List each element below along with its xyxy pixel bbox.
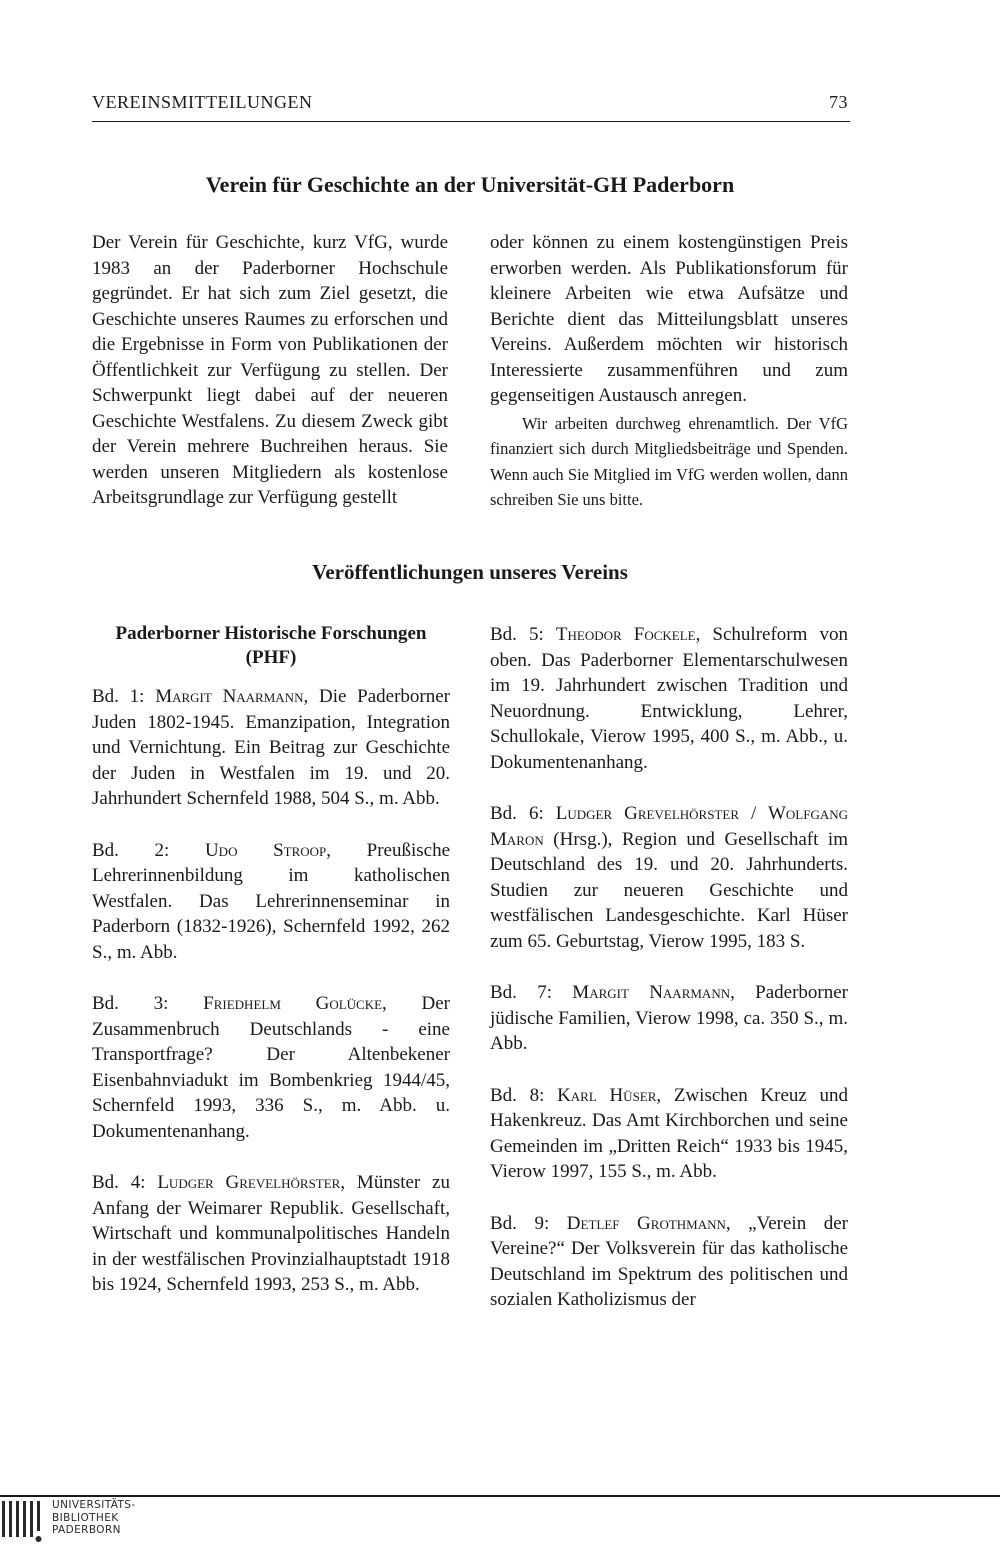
series-title: Paderborner Historische Forschungen (PHF) (115, 623, 427, 668)
library-logo-icon (0, 1499, 50, 1545)
entry-author: Margit Naarmann (155, 686, 304, 707)
publications-left-column (92, 622, 450, 1324)
entry-author: Ludger Grevelhörster (157, 1172, 341, 1193)
intro-right-column (490, 230, 848, 513)
entry-author: Karl Hüser (557, 1084, 657, 1106)
entry-author: Friedhelm Golücke (203, 993, 383, 1014)
intro-paragraph-right: oder können zu einem kostengünstigen Preis erworben werden. Als Publikationsforum für kleinere Arbeiten wie etwa Aufsätze und Berichte dient das Mitteilungsblatt unseres Vereins. Außerdem möchten wir historisch Interessierte zusammenführen und zum gegenseitigen Austausch anregen. (490, 232, 848, 406)
intro-paragraph-small: Wir arbeiten durchweg ehrenamtlich. Der VfG finanziert sich durch Mitgliedsbeiträge und Spenden. Wenn auch Sie Mitglied im VfG werden wollen, dann schreiben Sie uns bitte. (490, 413, 848, 509)
publication-entry: Bd. 9: Detlef Grothmann, „Verein der Vereine?“ Der Volksverein für das katholische Deutschland im Spektrum des politischen und sozialen Katholizismus der (490, 1212, 849, 1310)
library-logo-text: UNIVERSITÄTS- BIBLIOTHEK PADERBORN (52, 1499, 136, 1536)
entry-author: Udo Stroop (204, 839, 327, 861)
publication-entry: Bd. 8: Karl Hüser, Zwischen Kreuz und Hakenkreuz. Das Amt Kirchborchen und seine Gemeinden im „Dritten Reich“ 1933 bis 1945, Vierow 1997, 155 S., m. Abb. (490, 1084, 848, 1182)
running-title: VEREINSMITTEILUNGEN (92, 92, 313, 112)
publications-right-column (490, 622, 848, 1339)
publication-entry: Bd. 6: Ludger Grevelhörster / Wolfgang Maron (Hrsg.), Region und Gesellschaft im Deutschland des 19. und 20. Jahrhunderts. Studien zur neueren Geschichte und westfälischen Landesgeschichte. Karl Hüser zum 65. Geburtstag, Vierow 1995, 183 S. (490, 803, 849, 952)
library-logo (0, 1497, 200, 1546)
header-rule (92, 121, 850, 122)
entry-author: Theodor Fockele (555, 624, 696, 645)
publication-entry: Bd. 7: Margit Naarmann, Paderborner jüdische Familien, Vierow 1998, ca. 350 S., m. Abb. (490, 982, 848, 1054)
publication-entry: Bd. 5: Theodor Fockele, Schulreform von oben. Das Paderborner Elementarschulwesen im 19. Jahrhundert zwischen Tradition und Neuordnung. Entwicklung, Lehrer, Schullokale, Vierow 1995, 400 S., m. Abb., u. Dokumentenanhang. (490, 624, 848, 773)
section-subtitle: Veröffentlichungen unseres Vereins (312, 560, 628, 584)
entry-author: Margit Naarmann (572, 982, 731, 1003)
entry-author: Detlef Grothmann (566, 1212, 726, 1234)
publication-entry: Bd. 2: Udo Stroop, Preußische Lehrerinnenbildung im katholischen Westfalen. Das Lehrerinnenseminar in Paderborn (1832-1926), Schernfeld 1992, 262 S., m. Abb. (92, 839, 451, 963)
entry-author: Ludger Grevelhörster / Wolfgang Maron (490, 803, 849, 850)
publication-entry: Bd. 3: Friedhelm Golücke, Der Zusammenbruch Deutschlands - eine Transportfrage? Der Altenbekener Eisenbahnviadukt im Bombenkrieg 1944/45, Schernfeld 1993, 336 S., m. Abb. u. Dokumentenanhang. (92, 993, 451, 1142)
publication-entry: Bd. 1: Margit Naarmann, Die Paderborner Juden 1802-1945. Emanzipation, Integration und Vernichtung. Ein Beitrag zur Geschichte der Juden in Westfalen im 19. und 20. Jahrhundert Schernfeld 1988, 504 S., m. Abb. (92, 686, 450, 809)
intro-paragraph-left: Der Verein für Geschichte, kurz VfG, wurde 1983 an der Paderborner Hochschule gegründet. Er hat sich zum Ziel gesetzt, die Geschichte unseres Raumes zu erforschen und die Ergebnisse in Form von Publikationen der Öffentlichkeit zur Verfügung zu stellen. Der Schwerpunkt liegt dabei auf der neueren Geschichte Westfalens. Zu diesem Zweck gibt der Verein mehrere Buchreihen heraus. Sie werden unseren Mitgliedern als kostenlose Arbeitsgrundlage zur Verfügung gestellt (92, 232, 448, 508)
article-title: Verein für Geschichte an der Universität-GH Paderborn (205, 172, 735, 197)
running-head (92, 92, 848, 113)
page-number: 73 (829, 92, 848, 112)
intro-left-column (92, 230, 448, 511)
publication-entry: Bd. 4: Ludger Grevelhörster, Münster zu Anfang der Weimarer Republik. Gesellschaft, Wirtschaft und kommunalpolitisches Handeln in der westfälischen Provinzialhauptstadt 1918 bis 1924, Schernfeld 1993, 253 S., m. Abb. (92, 1172, 450, 1295)
